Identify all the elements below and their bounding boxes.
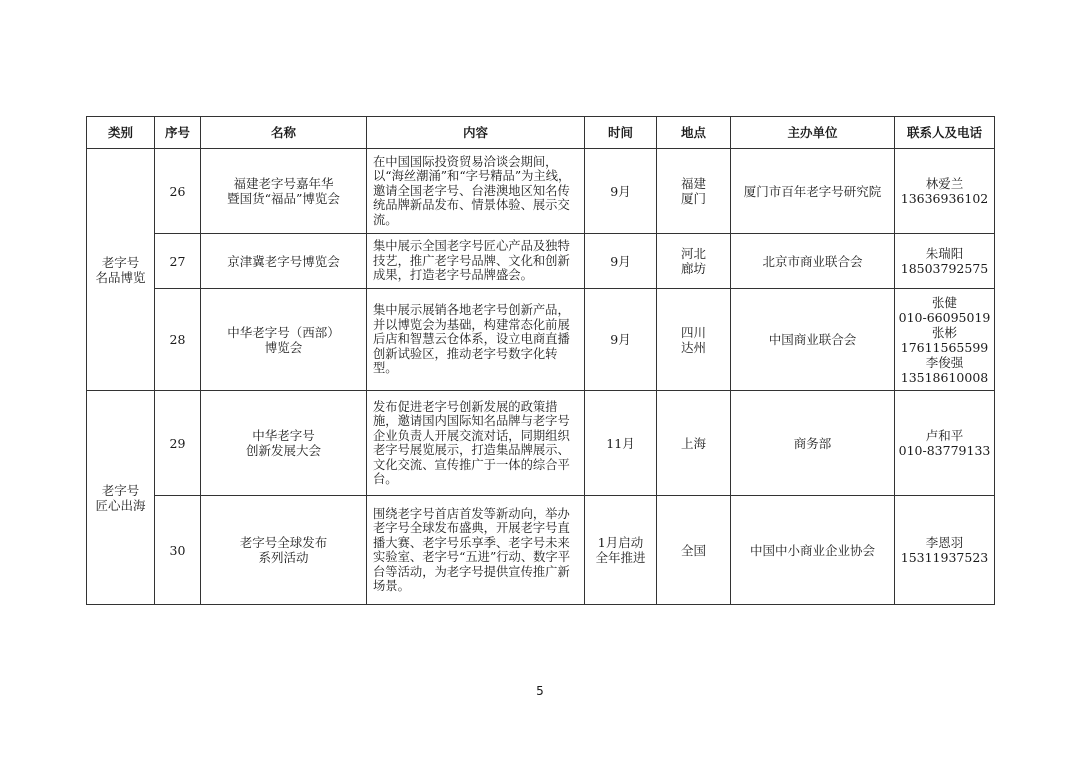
header-host: 主办单位 — [731, 117, 895, 149]
category-cell: 老字号 名品博览 — [87, 149, 155, 391]
event-content: 围绕老字号首店首发等新动向，举办老字号全球发布盛典，开展老字号直播大赛、老字号乐享季、老字号未来实验室、老字号“五进”行动、数字平台等活动，为老字号提供宣传推广新场景。 — [367, 496, 585, 605]
event-time: 9月 — [585, 289, 657, 391]
header-number: 序号 — [155, 117, 201, 149]
events-table — [86, 116, 995, 605]
header-name: 名称 — [201, 117, 367, 149]
event-content: 发布促进老字号创新发展的政策措施，邀请国内国际知名品牌与老字号企业负责人开展交流对话，同期组织老字号展览展示，打造集品牌展示、文化交流、宣传推广于一体的综合平台。 — [367, 391, 585, 496]
row-number: 28 — [155, 289, 201, 391]
event-time: 11月 — [585, 391, 657, 496]
table-row — [87, 289, 995, 391]
event-host: 厦门市百年老字号研究院 — [731, 149, 895, 234]
table-row — [87, 149, 995, 234]
event-contact: 林爱兰 13636936102 — [895, 149, 995, 234]
table-row — [87, 391, 995, 496]
event-contact: 卢和平 010-83779133 — [895, 391, 995, 496]
header-category: 类别 — [87, 117, 155, 149]
header-time: 时间 — [585, 117, 657, 149]
event-contact: 张健 010-66095019 张彬 17611565599 李俊强 13518610008 — [895, 289, 995, 391]
row-number: 30 — [155, 496, 201, 605]
row-number: 26 — [155, 149, 201, 234]
header-place: 地点 — [657, 117, 731, 149]
event-contact: 李恩羽 15311937523 — [895, 496, 995, 605]
event-place: 四川 达州 — [657, 289, 731, 391]
event-name: 京津冀老字号博览会 — [201, 234, 367, 289]
table-row — [87, 496, 995, 605]
event-content: 在中国国际投资贸易洽谈会期间，以“海丝潮涌”和“字号精品”为主线，邀请全国老字号、台港澳地区知名传统品牌新品发布、情景体验、展示交流。 — [367, 149, 585, 234]
header-row — [87, 117, 995, 149]
event-place: 上海 — [657, 391, 731, 496]
event-host: 中国商业联合会 — [731, 289, 895, 391]
event-name: 中华老字号（西部） 博览会 — [201, 289, 367, 391]
event-time: 9月 — [585, 149, 657, 234]
event-place: 河北 廊坊 — [657, 234, 731, 289]
event-name: 福建老字号嘉年华 暨国货“福品”博览会 — [201, 149, 367, 234]
row-number: 29 — [155, 391, 201, 496]
header-content: 内容 — [367, 117, 585, 149]
event-time: 9月 — [585, 234, 657, 289]
category-cell: 老字号 匠心出海 — [87, 391, 155, 605]
row-number: 27 — [155, 234, 201, 289]
event-host: 商务部 — [731, 391, 895, 496]
event-place: 全国 — [657, 496, 731, 605]
event-place: 福建 厦门 — [657, 149, 731, 234]
event-content: 集中展示全国老字号匠心产品及独特技艺，推广老字号品牌、文化和创新成果，打造老字号品牌盛会。 — [367, 234, 585, 289]
table-row — [87, 234, 995, 289]
event-contact: 朱瑞阳 18503792575 — [895, 234, 995, 289]
event-content: 集中展示展销各地老字号创新产品，并以博览会为基础，构建常态化前展后店和智慧云仓体系，设立电商直播创新试验区，推动老字号数字化转型。 — [367, 289, 585, 391]
page-number: 5 — [536, 684, 544, 698]
event-name: 老字号全球发布 系列活动 — [201, 496, 367, 605]
header-contact: 联系人及电话 — [895, 117, 995, 149]
event-host: 中国中小商业企业协会 — [731, 496, 895, 605]
event-time: 1月启动 全年推进 — [585, 496, 657, 605]
event-name: 中华老字号 创新发展大会 — [201, 391, 367, 496]
event-host: 北京市商业联合会 — [731, 234, 895, 289]
